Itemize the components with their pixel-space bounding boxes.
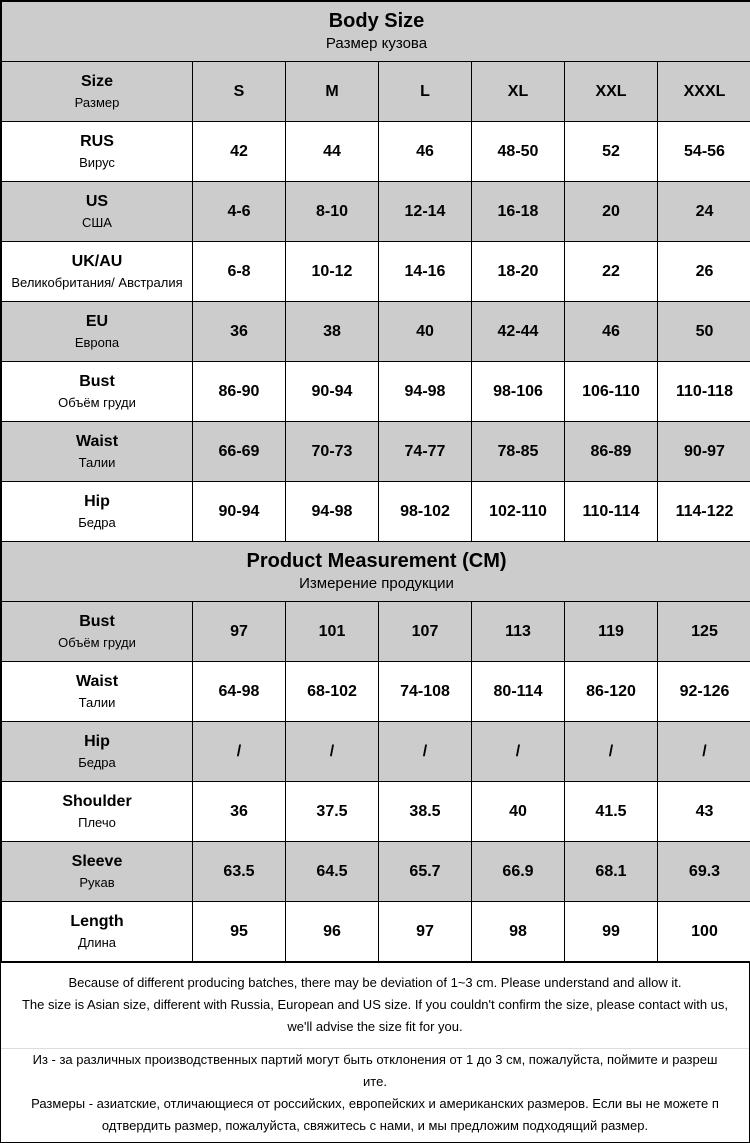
row-label-ru: Бедра [78,754,116,770]
value-cell: 98-106 [472,362,565,422]
row-label-ru: Талии [78,694,116,710]
size-table [1,1,750,962]
value-cell: 95 [193,902,286,962]
row-label-en: Hip [84,732,110,750]
value-cell: / [565,722,658,782]
value-cell: 38 [286,302,379,362]
value-cell: 63.5 [193,842,286,902]
value-cell: 4-6 [193,182,286,242]
value-cell: 66-69 [193,422,286,482]
note-line-ru: Размеры - азиатские, отличающиеся от российских, европейских и американских размеров. Если вы не можете п [31,1096,719,1111]
row-label [2,302,193,362]
row-label [2,902,193,962]
value-cell: 68-102 [286,662,379,722]
value-cell: / [472,722,565,782]
row-label-ru: Объём груди [58,634,136,650]
value-cell: 52 [565,122,658,182]
value-cell: 38.5 [379,782,472,842]
row-label-en: Shoulder [62,792,132,810]
value-cell: 78-85 [472,422,565,482]
value-cell: 68.1 [565,842,658,902]
value-cell: 86-120 [565,662,658,722]
value-cell: 41.5 [565,782,658,842]
row-label [2,782,193,842]
table-row [2,302,750,362]
table-row [2,662,750,722]
value-cell: 14-16 [379,242,472,302]
row-label [2,362,193,422]
value-cell: 40 [379,302,472,362]
value-cell: 74-77 [379,422,472,482]
value-cell: 125 [658,602,750,662]
table-row [2,902,750,962]
table-row [2,62,750,122]
row-label-ru: Плечо [78,814,116,830]
row-label-ru: Вирус [79,154,115,170]
value-cell: 98-102 [379,482,472,542]
value-cell: 65.7 [379,842,472,902]
value-cell: 8-10 [286,182,379,242]
row-label-en: Bust [79,612,115,630]
value-cell: / [286,722,379,782]
row-label [2,242,193,302]
product-measurement-section-row [2,542,750,602]
row-label [2,122,193,182]
value-cell: 46 [379,122,472,182]
value-cell: 94-98 [379,362,472,422]
note-line-en: we'll advise the size fit for you. [287,1019,463,1034]
row-label-en: EU [85,312,109,330]
value-cell: 20 [565,182,658,242]
size-table-body [2,2,750,962]
value-cell: 119 [565,602,658,662]
value-cell: 48-50 [472,122,565,182]
size-header-cell: XXL [565,62,658,122]
row-label [2,182,193,242]
value-cell: 97 [193,602,286,662]
row-label-en: Size [80,72,113,90]
value-cell: 50 [658,302,750,362]
row-label [2,842,193,902]
row-label-ru: США [82,214,112,230]
value-cell: 90-97 [658,422,750,482]
row-label [2,482,193,542]
row-label-ru: Рукав [79,874,115,890]
row-label-en: Hip [84,492,110,510]
value-cell: 66.9 [472,842,565,902]
table-row [2,122,750,182]
value-cell: 107 [379,602,472,662]
value-cell: 54-56 [658,122,750,182]
row-label-ru: Великобритания/ Австралия [11,274,183,290]
value-cell: 46 [565,302,658,362]
row-label-en: RUS [80,132,114,150]
value-cell: 101 [286,602,379,662]
value-cell: / [193,722,286,782]
size-header-cell: S [193,62,286,122]
note-line-en: The size is Asian size, different with Russia, European and US size. If you couldn't confirm the size, please contact with us, [21,997,729,1012]
row-label-ru: Объём груди [58,394,136,410]
value-cell: 69.3 [658,842,750,902]
row-label [2,662,193,722]
row-label-en: Waist [75,432,119,450]
value-cell: 80-114 [472,662,565,722]
size-header-cell: M [286,62,379,122]
row-label [2,62,193,122]
body-size-section-title: Body Size [328,10,425,32]
row-label-en: Bust [79,372,115,390]
value-cell: 97 [379,902,472,962]
value-cell: 6-8 [193,242,286,302]
value-cell: 100 [658,902,750,962]
table-row [2,362,750,422]
table-row [2,842,750,902]
row-label [2,602,193,662]
row-label-ru: Длина [77,934,117,950]
value-cell: 94-98 [286,482,379,542]
row-label-ru: Талии [78,454,116,470]
value-cell: 36 [193,782,286,842]
value-cell: 22 [565,242,658,302]
value-cell: 102-110 [472,482,565,542]
table-row [2,482,750,542]
value-cell: 96 [286,902,379,962]
value-cell: 44 [286,122,379,182]
value-cell: 43 [658,782,750,842]
value-cell: 86-90 [193,362,286,422]
value-cell: 90-94 [193,482,286,542]
table-row [2,422,750,482]
value-cell: 99 [565,902,658,962]
value-cell: 42-44 [472,302,565,362]
value-cell: 10-12 [286,242,379,302]
row-label-ru: Европа [74,334,120,350]
body-size-section-subtitle: Размер кузова [325,35,428,52]
note-line-ru: ите. [363,1074,387,1089]
size-header-cell: XL [472,62,565,122]
value-cell: 110-114 [565,482,658,542]
value-cell: 24 [658,182,750,242]
value-cell: 86-89 [565,422,658,482]
value-cell: 74-108 [379,662,472,722]
notes [1,962,749,1137]
value-cell: 90-94 [286,362,379,422]
value-cell: 106-110 [565,362,658,422]
row-label-en: Sleeve [71,852,123,870]
row-label-ru: Размер [74,94,120,110]
row-label-en: Waist [75,672,119,690]
value-cell: 36 [193,302,286,362]
value-cell: 110-118 [658,362,750,422]
value-cell: 114-122 [658,482,750,542]
notes-ru [1,1048,749,1137]
table-row [2,722,750,782]
value-cell: 98 [472,902,565,962]
table-row [2,242,750,302]
value-cell: 16-18 [472,182,565,242]
value-cell: 70-73 [286,422,379,482]
size-header-cell: XXXL [658,62,750,122]
value-cell: 64-98 [193,662,286,722]
value-cell: 113 [472,602,565,662]
row-label [2,422,193,482]
product-measurement-section-title: Product Measurement (CM) [246,550,507,572]
table-row [2,182,750,242]
notes-en [1,963,749,1038]
note-line-en: Because of different producing batches, there may be deviation of 1~3 cm. Please understand and allow it. [68,975,682,990]
value-cell: / [658,722,750,782]
value-cell: 12-14 [379,182,472,242]
table-row [2,602,750,662]
row-label-en: Length [70,912,124,930]
value-cell: 64.5 [286,842,379,902]
row-label-en: US [85,192,109,210]
row-label [2,722,193,782]
value-cell: 40 [472,782,565,842]
note-line-ru: одтвердить размер, пожалуйста, свяжитесь с нами, и мы предложим подходящий размер. [101,1118,649,1133]
product-measurement-section-subtitle: Измерение продукции [299,575,454,592]
note-line-ru: Из - за различных производственных партий могут быть отклонения от 1 до 3 см, пожалуйста, поймите и разреш [32,1052,718,1067]
value-cell: 26 [658,242,750,302]
size-header-cell: L [379,62,472,122]
table-row [2,782,750,842]
body-size-section-cell [2,2,750,62]
value-cell: / [379,722,472,782]
row-label-ru: Бедра [78,514,116,530]
value-cell: 42 [193,122,286,182]
value-cell: 37.5 [286,782,379,842]
row-label-en: UK/AU [71,252,123,270]
value-cell: 92-126 [658,662,750,722]
value-cell: 18-20 [472,242,565,302]
product-measurement-section-cell [2,542,750,602]
body-size-section-row [2,2,750,62]
